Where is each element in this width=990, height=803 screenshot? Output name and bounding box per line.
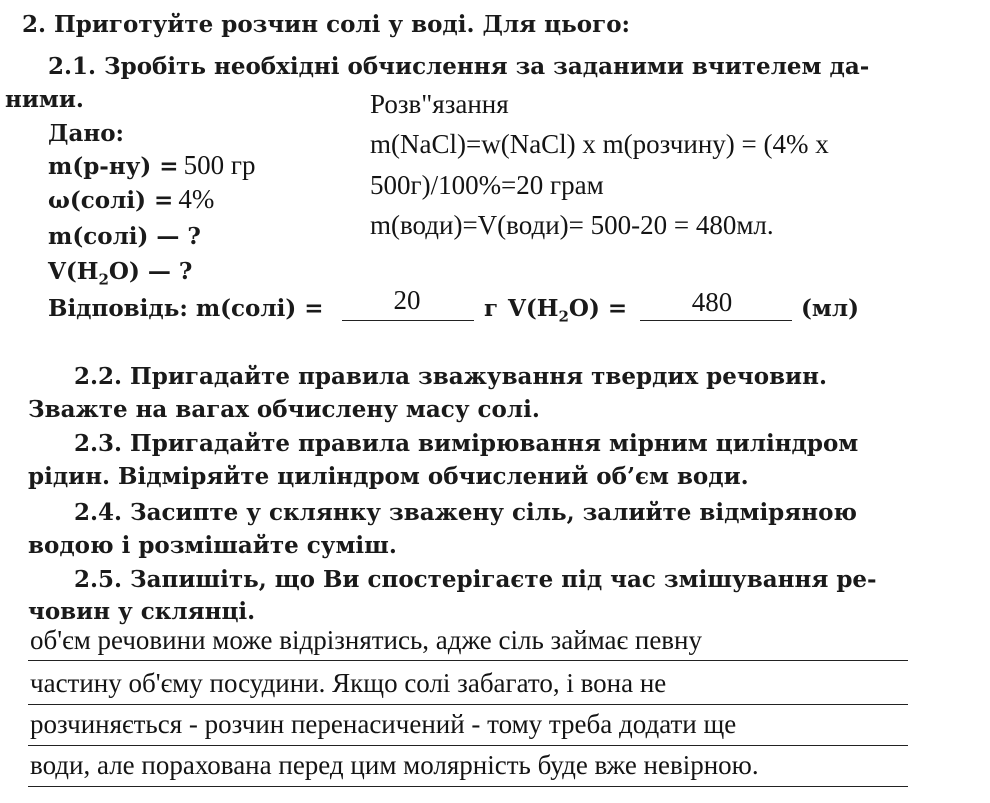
ans-vol-pre: V(H xyxy=(508,295,559,322)
subtask-2-3-line1: 2.3. Пригадайте правила вимірювання мірним циліндром xyxy=(74,430,859,457)
vol-q-post: O) — ? xyxy=(108,258,193,285)
subtask-2-1-line2: ними. xyxy=(5,86,84,113)
vol-q-sub: 2 xyxy=(98,270,109,289)
observation-line-4: води, але порахована перед цим молярність буде вже невірною. xyxy=(30,750,759,780)
solution-line1: m(NaCl)=w(NaCl) x m(розчину) = (4% x xyxy=(370,129,829,159)
given-mass-solution-value: 500 гр xyxy=(183,150,256,180)
subtask-2-2-line1: 2.2. Пригадайте правила зважування твердих речовин. xyxy=(74,363,827,390)
given-fraction-salt-prefix: ω(солі) = xyxy=(48,187,174,214)
subtask-2-5-line2: човин у склянці. xyxy=(28,598,256,625)
vol-q-pre: V(H xyxy=(48,258,99,285)
subtask-2-4-line2: водою і розмішайте суміш. xyxy=(28,532,397,559)
given-fraction-salt-value: 4% xyxy=(178,184,215,214)
observation-rule-3 xyxy=(28,745,908,746)
observation-line-3: розчиняється - розчин перенасичений - тому треба додати ще xyxy=(30,709,737,739)
observation-line-2: частину об'єму посудини. Якщо солі забагато, і вона не xyxy=(30,668,667,698)
task-heading: 2. Приготуйте розчин солі у воді. Для цього: xyxy=(22,11,631,38)
given-volume-water-question xyxy=(48,260,192,288)
answer-volume-label xyxy=(508,297,627,325)
given-fraction-salt xyxy=(48,186,214,213)
given-label: Дано: xyxy=(48,120,125,147)
answer-volume-unit: (мл) xyxy=(801,295,859,322)
observation-rule-2 xyxy=(28,704,908,705)
subtask-2-4-line1: 2.4. Засипте у склянку зважену сіль, залийте відміряною xyxy=(74,499,858,526)
observation-line-1: об'єм речовини може відрізнятись, адже сіль займає певну xyxy=(30,625,703,655)
subtask-2-5-line1: 2.5. Запишіть, що Ви спостерігаєте під час змішування ре- xyxy=(74,566,877,593)
observation-rule-1 xyxy=(28,660,908,661)
solution-line2: 500г)/100%=20 грам xyxy=(370,170,604,200)
ans-vol-sub: 2 xyxy=(558,307,569,326)
answer-mass-blank xyxy=(342,320,474,321)
solution-line3: m(води)=V(води)= 500-20 = 480мл. xyxy=(370,210,774,240)
answer-volume-value: 480 xyxy=(691,287,733,317)
subtask-2-2-line2: Зважте на вагах обчислену масу солі. xyxy=(28,396,540,423)
given-mass-salt-question: m(солі) — ? xyxy=(48,223,201,250)
subtask-2-1-line1: 2.1. Зробіть необхідні обчислення за заданими вчителем да- xyxy=(48,53,870,80)
answer-mass-value: 20 xyxy=(393,285,421,315)
answer-label: Відповідь: m(солі) = xyxy=(48,295,324,322)
given-mass-solution-prefix: m(р-ну) = xyxy=(48,153,179,180)
answer-volume-blank xyxy=(640,320,792,321)
answer-mass-unit: г xyxy=(484,295,499,322)
ans-vol-post: O) = xyxy=(568,295,628,322)
subtask-2-3-line2: рідин. Відміряйте циліндром обчислений об’єм води. xyxy=(28,463,749,490)
given-mass-solution xyxy=(48,152,256,179)
solution-title: Розв"язання xyxy=(370,89,509,119)
observation-rule-4 xyxy=(28,786,908,787)
